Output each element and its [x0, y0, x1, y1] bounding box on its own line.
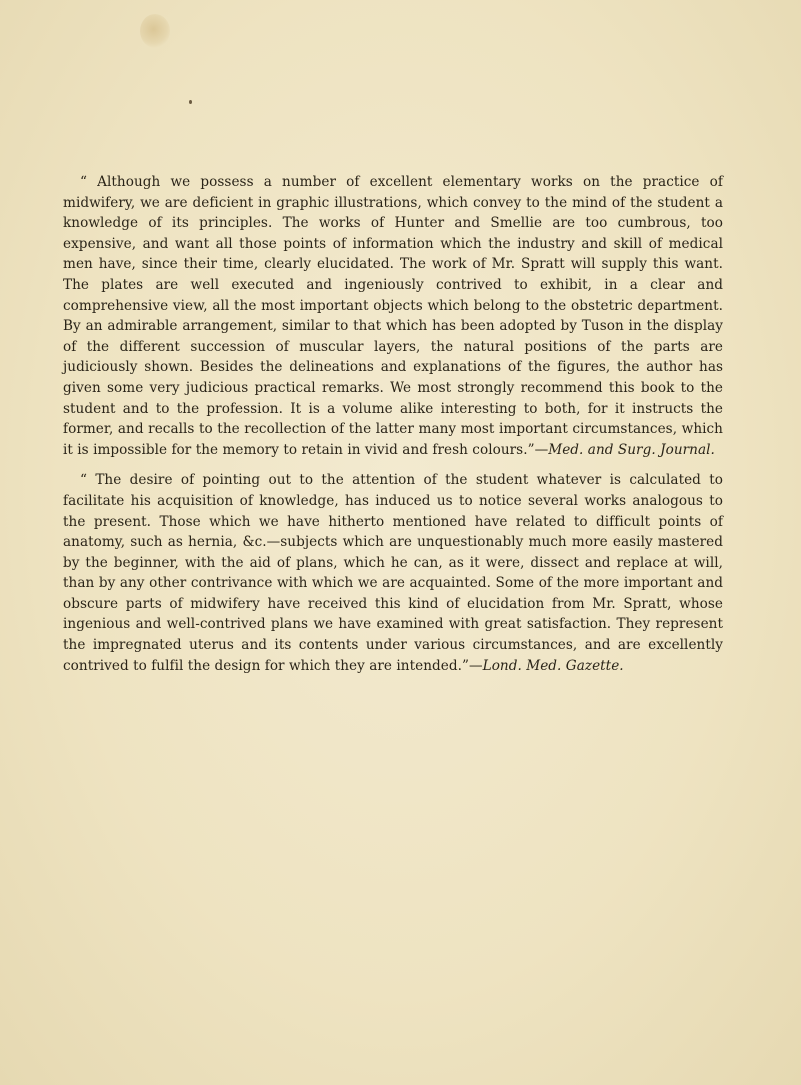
- quote-source: Lond. Med. Gazette.: [482, 657, 624, 674]
- quote-source: Med. and Surg. Journal.: [548, 441, 715, 458]
- review-quote-paragraph: [63, 470, 723, 676]
- review-quote-paragraph: [63, 172, 723, 460]
- review-quotes: [63, 172, 723, 676]
- quote-text: “ The desire of pointing out to the attention of the student whatever is calculated to facilitate his acquisition of knowledge, has induced us to notice several works analogous to the present. Those which we have hitherto mentioned have related to difficult points of anatomy, such as hernia, &c.—subjects which are unquestionably much more easily mastered by the beginner, with the aid of plans, which he can, as it were, dissect and replace at will, than by any other contrivance with which we are acquainted. Some of the more important and obscure parts of midwifery have received this kind of elucidation from Mr. Spratt, whose ingenious and well-contrived plans we have examined with great satisfaction. They represent the impregnated uterus and its contents under various circumstances, and are excellently contrived to fulfil the design for which they are intended.”—: [63, 472, 723, 674]
- paper-stain: [140, 14, 170, 48]
- paper-speck: [189, 100, 192, 104]
- quote-text: “ Although we possess a number of excellent elementary works on the practice of midwifery, we are deficient in graphic illustrations, which convey to the mind of the student a knowledge of its principles. The works of Hunter and Smellie are too cumbrous, too expensive, and want all those points of information which the industry and skill of medical men have, since their time, clearly elucidated. The work of Mr. Spratt will supply this want. The plates are well executed and ingeniously contrived to exhibit, in a clear and comprehensive view, all the most important objects which belong to the obstetric department. By an admirable arrangement, similar to that which has been adopted by Tuson in the display of the different succession of muscular layers, the natural positions of the parts are judiciously shown. Besides the delineations and explanations of the figures, the author has given some very judicious practical remarks. We most strongly recommend this book to the student and to the profession. It is a volume alike interesting to both, for it instructs the former, and recalls to the recollection of the latter many most important circumstances, which it is impossible for the memory to retain in vivid and fresh colours.”—: [63, 174, 723, 458]
